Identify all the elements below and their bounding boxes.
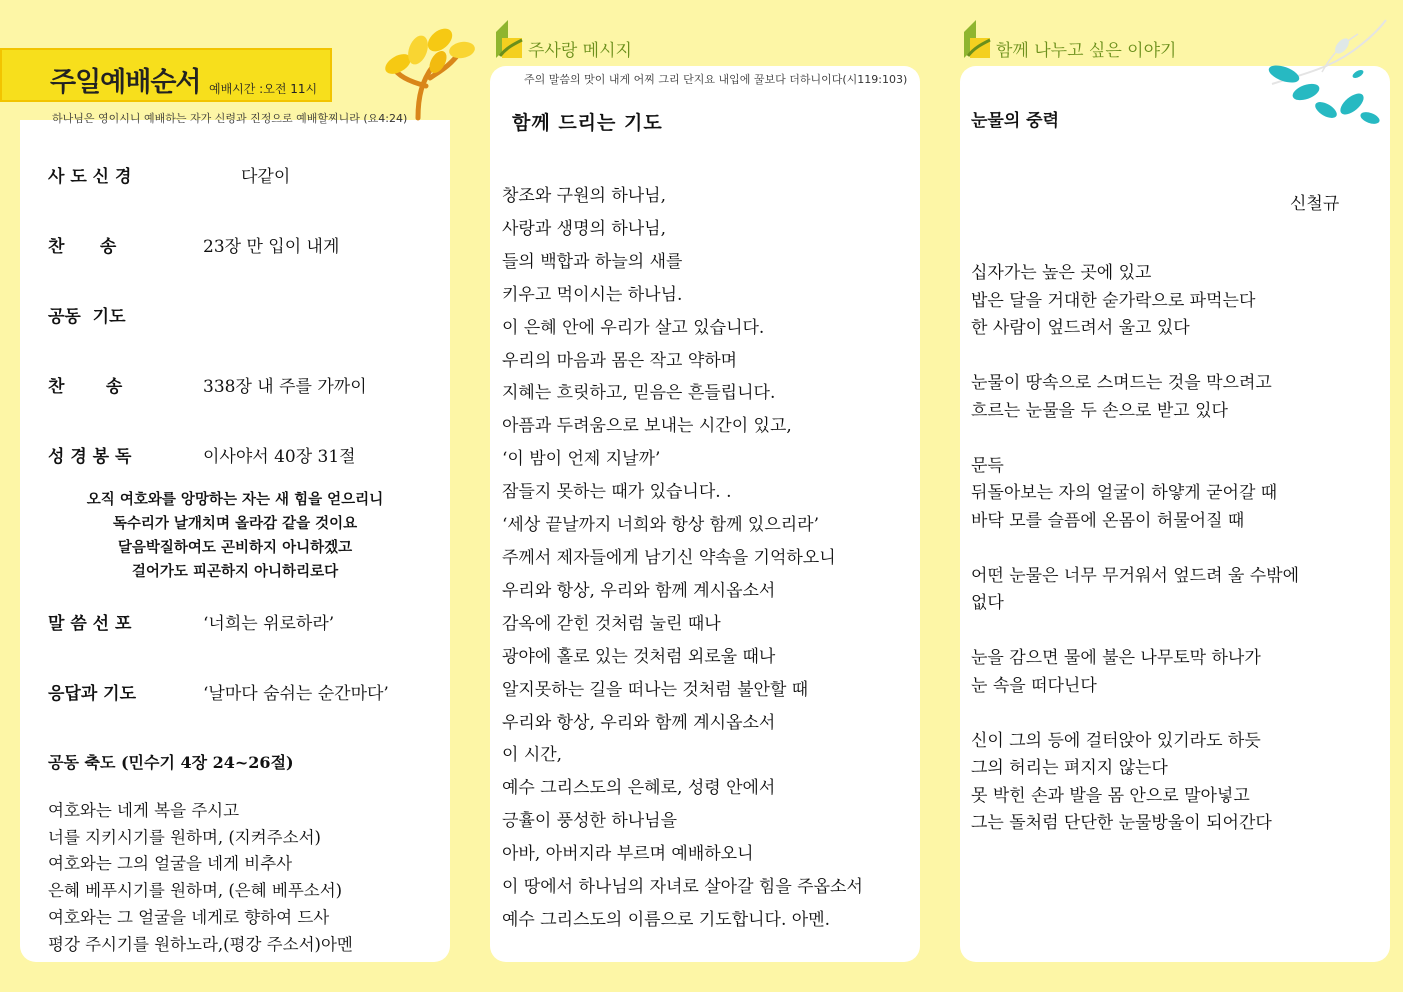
prayer-line: 잠들지 못하는 때가 있습니다. . [502,482,732,503]
prayer-line: 이 은혜 안에 우리가 살고 있습니다. [502,317,765,338]
blessing-text [48,798,353,958]
order-item-label: 성 경 봉 독 [48,447,132,467]
order-item-value: 338장 내 주를 가까이 [203,377,367,397]
scripture-line: 오직 여호와를 앙망하는 자는 새 힘을 얻으리니 [86,491,384,508]
poem-title: 눈물의 중력 [971,111,1060,131]
prayer-line: 예수 그리스도의 이름으로 기도합니다. 아멘. [502,909,831,930]
prayer-line: 예수 그리스도의 은혜로, 성령 안에서 [502,778,776,799]
scripture-passage [20,488,450,584]
order-item [48,302,126,327]
order-item-label: 말 씀 선 포 [48,614,132,634]
teal-leaves-icon [1262,14,1390,134]
order-item [48,679,389,704]
order-item-value: ‘너희는 위로하라’ [203,614,335,634]
order-title-bar [0,48,332,102]
prayer-line: 키우고 먹이시는 하나님. [502,284,683,305]
yellow-tree-icon [378,26,478,121]
order-item-label: 찬 송 [48,377,123,397]
poem-line: 신이 그의 등에 걸터앉아 있기라도 하듯 [971,730,1261,751]
poem-line: 눈 속을 떠다닌다 [971,675,1097,696]
poem-stanza [971,645,1299,700]
poem-line: 없다 [971,593,1004,613]
stanza-gap [971,425,1299,453]
poem-line: 십자가는 높은 곳에 있고 [971,263,1152,283]
prayer-line: ‘세상 끝날까지 너희와 항상 함께 있으리라’ [502,515,820,536]
prayer-line: 지혜는 흐릿하고, 믿음은 흔들립니다. [502,383,776,404]
poem-line: 어떤 눈물은 너무 무거워서 엎드려 울 수밖에 [971,565,1300,586]
poem-line: 눈물이 땅속으로 스며드는 것을 막으려고 [971,373,1272,393]
prayer-line: ‘이 밤이 언제 지날까’ [502,449,661,470]
order-item-label: 사 도 신 경 [48,167,132,187]
blessing-line: 평강 주시기를 원하노라,(평강 주소서)아멘 [48,934,353,954]
message-verse: 주의 말씀의 맛이 내게 어찌 그리 단지요 내입에 꿀보다 더하니이다(시119:103) [524,73,908,86]
prayer-line: 감옥에 갇힌 것처럼 눌린 때나 [502,613,721,634]
stanza-gap [971,535,1299,563]
stanza-gap [971,618,1299,646]
poem-stanza [971,563,1299,618]
stanza-gap [971,343,1299,371]
prayer-line: 긍휼이 풍성한 하나님을 [502,811,678,832]
order-item-value: 23장 만 입이 내게 [203,237,340,257]
blessing-line: 여호와는 그의 얼굴을 네게 비추사 [48,854,293,874]
prayer-title: 함께 드리는 기도 [512,112,663,134]
order-item-value: 다같이 [241,167,291,187]
prayer-text [502,180,863,937]
order-item-label: 응답과 기도 [48,684,137,704]
prayer-line: 창조와 구원의 하나님, [502,186,667,206]
prayer-line: 주께서 제자들에게 남기신 약속을 기억하오니 [502,547,836,568]
order-verse: 하나님은 영이시니 예배하는 자가 신령과 진정으로 예배할찌니라 (요4:24) [52,112,408,125]
order-item-value: ‘날마다 숨쉬는 순간마다’ [203,684,389,704]
order-item [48,609,335,634]
poem-line: 그는 돌처럼 단단한 눈물방울이 되어간다 [971,813,1272,833]
stanza-gap [971,700,1299,728]
order-item [48,372,367,397]
prayer-line: 알지못하는 길을 떠나는 것처럼 불안할 때 [502,679,809,700]
prayer-line: 사랑과 생명의 하나님, [502,218,667,239]
prayer-line: 이 땅에서 하나님의 자녀로 살아갈 힘을 주옵소서 [502,877,863,898]
poem-line: 뒤돌아보는 자의 얼굴이 하얗게 굳어갈 때 [971,483,1278,503]
order-title: 주일예배순서 [50,67,201,98]
prayer-line: 아픔과 두려움으로 보내는 시간이 있고, [502,416,792,437]
prayer-line: 광야에 홀로 있는 것처럼 외로울 때나 [502,646,776,667]
prayer-line: 이 시간, [502,745,563,766]
order-item-label: 찬 송 [48,237,117,257]
poem-stanza [971,370,1299,425]
story-heading-text: 함께 나누고 싶은 이야기 [996,41,1177,61]
order-item [48,442,356,467]
poem-line: 못 박힌 손과 발을 몸 안으로 말아넣고 [971,785,1250,806]
poem-line: 한 사람이 엎드려서 울고 있다 [971,318,1190,338]
blessing-line: 은혜 베푸시기를 원하며, (은혜 베푸소서) [48,881,343,901]
poem-stanza [971,260,1299,343]
blessing-line: 여호와는 네게 복을 주시고 [48,801,240,820]
prayer-line: 들의 백합과 하늘의 새를 [502,251,683,272]
blessing-title: 공동 축도 (민수기 4장 24~26절) [48,753,294,772]
poem-stanza [971,453,1299,536]
blessing-line: 여호와는 그 얼굴을 네게로 향하여 드사 [48,907,330,927]
scripture-line: 달음박질하여도 곤비하지 아니하겠고 [117,539,353,556]
order-item [48,162,291,187]
prayer-line: 우리의 마음과 몸은 작고 약하며 [502,350,738,371]
message-heading-text: 주사랑 메시지 [528,41,632,61]
poem-line: 밥은 달을 거대한 숟가락으로 파먹는다 [971,290,1256,311]
poem-line: 흐르는 눈물을 두 손으로 받고 있다 [971,400,1228,421]
poem-line: 문득 [971,455,1004,476]
prayer-line: 우리와 항상, 우리와 함께 계시옵소서 [502,712,776,733]
prayer-line: 우리와 항상, 우리와 함께 계시옵소서 [502,580,776,601]
leaf-bookmark-icon [960,18,994,60]
poem-author: 신철규 [1290,194,1340,214]
scripture-line: 독수리가 날개치며 올라감 같을 것이요 [112,515,358,532]
prayer-line: 아바, 아버지라 부르며 예배하오니 [502,844,754,865]
scripture-line: 걸어가도 피곤하지 아니하리로다 [131,563,339,580]
order-item [48,232,340,257]
leaf-bookmark-icon [492,18,526,60]
poem-line: 바닥 모를 슬픔에 온몸이 허물어질 때 [971,510,1245,531]
poem-line: 눈을 감으면 물에 불은 나무토막 하나가 [971,648,1261,668]
poem-stanza [971,728,1299,838]
order-item-value: 이사야서 40장 31절 [203,447,356,467]
order-item-label: 공동 기도 [48,307,126,327]
poem-line: 그의 허리는 펴지지 않는다 [971,758,1168,778]
blessing-line: 너를 지키시기를 원하며, (지켜주소서) [48,827,321,847]
poem-text [971,260,1299,838]
service-time: 예배시간 :오전 11시 [209,82,318,96]
